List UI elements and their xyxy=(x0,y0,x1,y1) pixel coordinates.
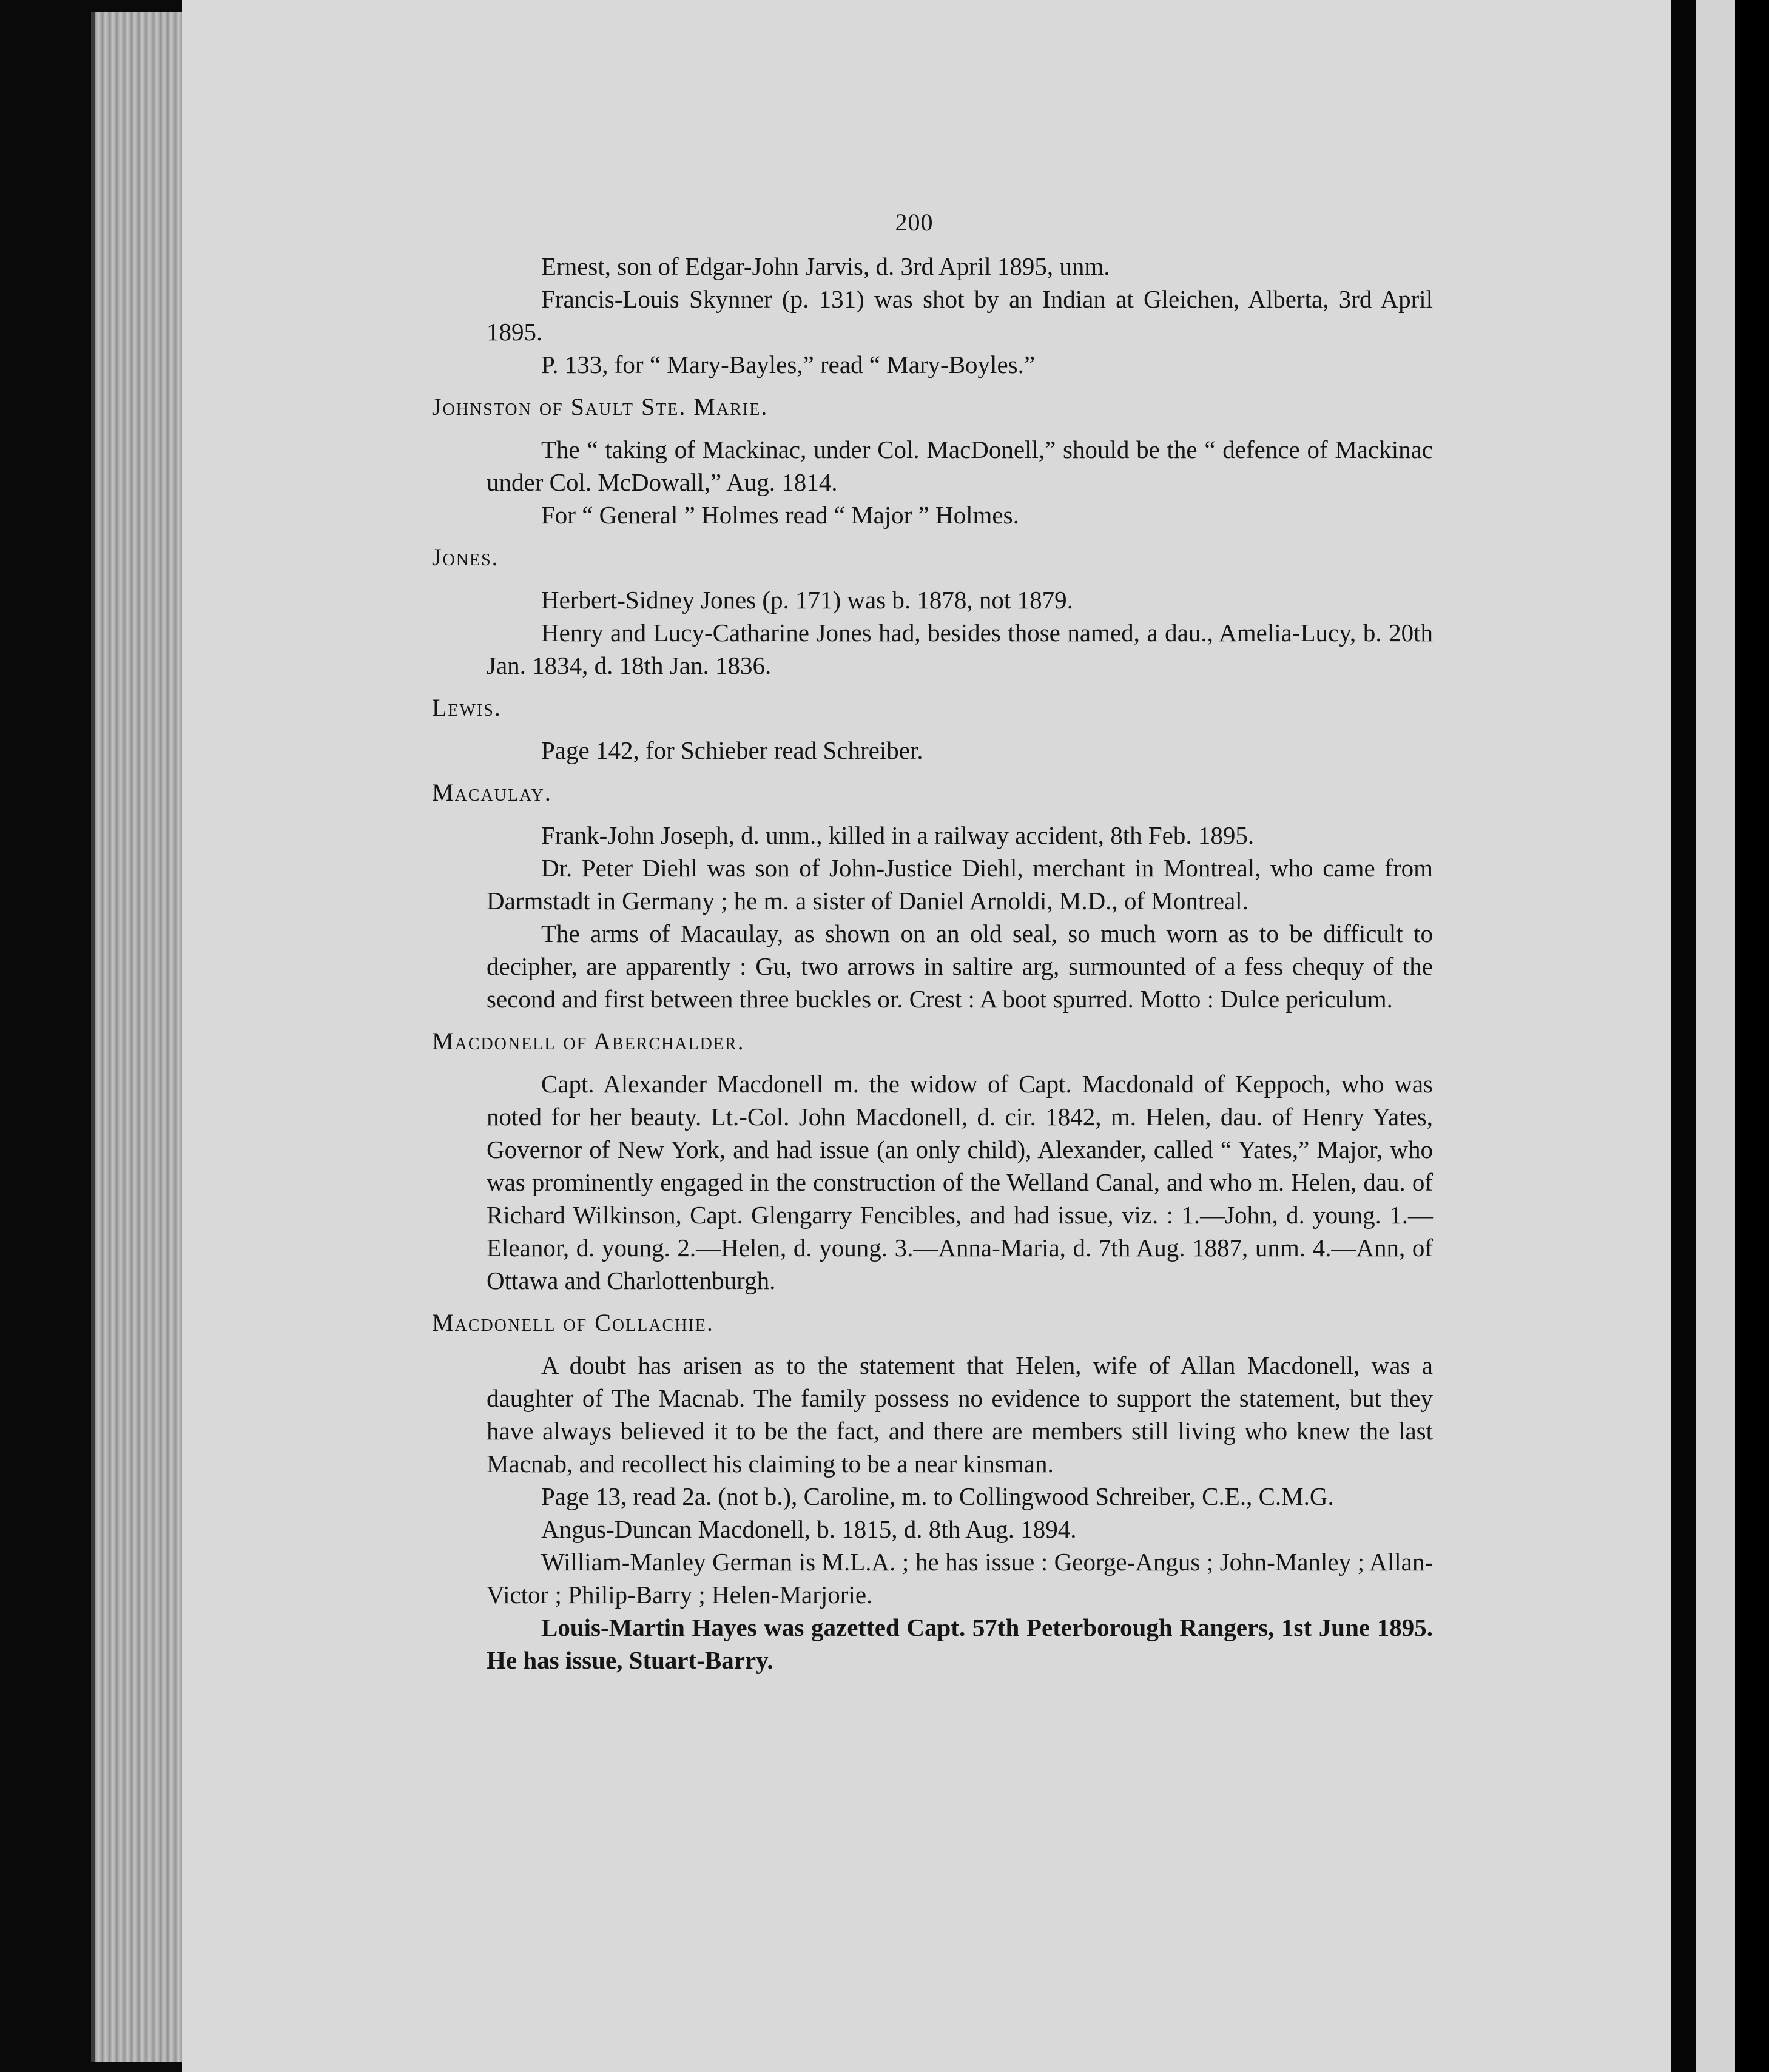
page-number: 200 xyxy=(895,209,934,236)
paragraph-mackinac: The “ taking of Mackinac, under Col. MacDonell,” should be the “ defence of Mackinac under Col. McDowall,” Aug. 1814. xyxy=(487,436,1433,496)
paragraph-ernest-jarvis: Ernest, son of Edgar-John Jarvis, d. 3rd April 1895, unm. xyxy=(541,252,1110,280)
heading-johnston: Johnston of Sault Ste. Marie. xyxy=(432,393,769,420)
paragraph-page-13: Page 13, read 2a. (not b.), Caroline, m. to Collingwood Schreiber, C.E., C.M.G. xyxy=(541,1482,1334,1510)
heading-lewis: Lewis. xyxy=(432,694,502,721)
paragraph-william-manley: William-Manley German is M.L.A. ; he has issue : George-Angus ; John-Manley ; Allan-Victor ; Philip-Barry ; Helen-Marjorie. xyxy=(487,1548,1433,1609)
paragraph-henry-lucy-jones: Henry and Lucy-Catharine Jones had, besides those named, a dau., Amelia-Lucy, b. 20th Jan. 1834, d. 18th Jan. 1836. xyxy=(487,619,1433,679)
paragraph-francis-skynner: Francis-Louis Skynner (p. 131) was shot by an Indian at Gleichen, Alberta, 3rd April 1895. xyxy=(487,285,1433,346)
page-content xyxy=(432,206,1433,1677)
paragraph-mary-boyles: P. 133, for “ Mary-Bayles,” read “ Mary-Boyles.” xyxy=(541,351,1036,378)
heading-macdonell-aberchalder: Macdonell of Aberchalder. xyxy=(432,1028,745,1055)
paragraph-angus-duncan: Angus-Duncan Macdonell, b. 1815, d. 8th Aug. 1894. xyxy=(541,1515,1077,1543)
paragraph-frank-john-joseph: Frank-John Joseph, d. unm., killed in a railway accident, 8th Feb. 1895. xyxy=(541,821,1255,849)
paragraph-holmes: For “ General ” Holmes read “ Major ” Holmes. xyxy=(541,501,1019,529)
paragraph-helen-macnab: A doubt has arisen as to the statement that Helen, wife of Allan Macdonell, was a daughter of The Macnab. The family possess no evidence to support the statement, but they have always believed it to be the fact, and there are members still living who knew the last Macnab, and recollect his claiming to be a near kinsman. xyxy=(487,1351,1433,1478)
page-gutter xyxy=(1671,0,1696,2072)
heading-macaulay: Macaulay. xyxy=(432,779,552,806)
paragraph-louis-martin-hayes: Louis-Martin Hayes was gazetted Capt. 57th Peterborough Rangers, 1st June 1895. He has issue, Stuart-Barry. xyxy=(487,1613,1433,1674)
paragraph-schreiber: Page 142, for Schieber read Schreiber. xyxy=(541,736,923,764)
paragraph-arms-macaulay: The arms of Macaulay, as shown on an old seal, so much worn as to be difficult to decipher, are apparently : Gu, two arrows in saltire arg, surmounted of a fess chequy of the second and first between three buckles or. Crest : A boot spurred. Motto : Dulce periculum. xyxy=(487,920,1433,1013)
scan-border-right xyxy=(1735,0,1769,2072)
paragraph-herbert-jones: Herbert-Sidney Jones (p. 171) was b. 1878, not 1879. xyxy=(541,586,1073,614)
paragraph-peter-diehl: Dr. Peter Diehl was son of John-Justice Diehl, merchant in Montreal, who came from Darmstadt in Germany ; he m. a sister of Daniel Arnoldi, M.D., of Montreal. xyxy=(487,854,1433,915)
heading-macdonell-collachie: Macdonell of Collachie. xyxy=(432,1309,714,1336)
heading-jones: Jones. xyxy=(432,543,499,571)
paragraph-alexander-macdonell: Capt. Alexander Macdonell m. the widow of Capt. Macdonald of Keppoch, who was noted for her beauty. Lt.-Col. John Macdonell, d. cir. 1842, m. Helen, dau. of Henry Yates, Governor of New York, and had issue (an only child), Alexander, called “ Yates,” Major, who was prominently engaged in the construction of the Welland Canal, and who m. Helen, dau. of Richard Wilkinson, Capt. Glengarry Fencibles, and had issue, viz. : 1.—John, d. young. 1.—Eleanor, d. young. 2.—Helen, d. young. 3.—Anna-Maria, d. 7th Aug. 1887, unm. 4.—Ann, of Ottawa and Charlottenburgh. xyxy=(487,1070,1433,1294)
